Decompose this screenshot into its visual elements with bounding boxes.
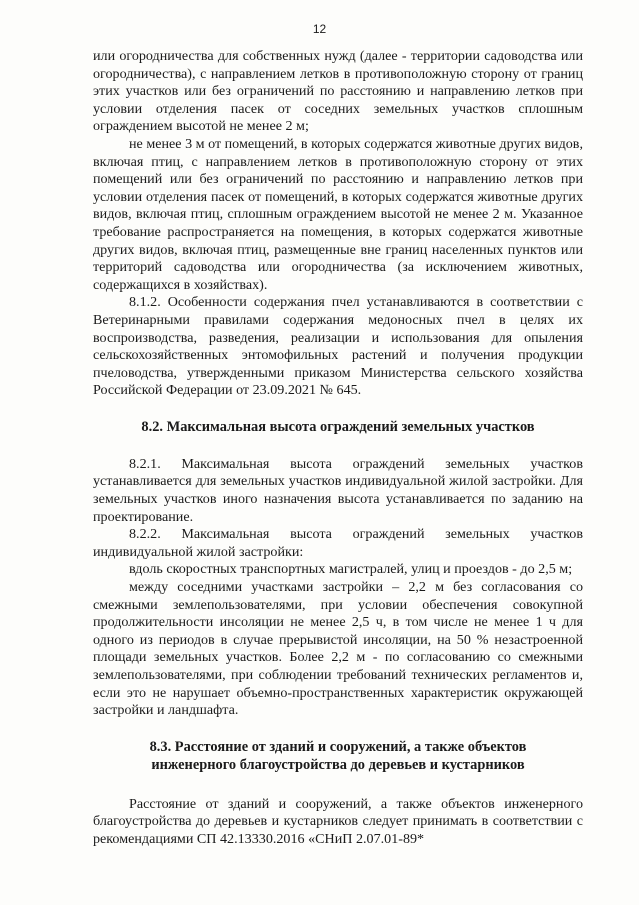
paragraph-continuation: или огородничества для собственных нужд (далее - территории садоводства или огородничества), с направлением летков в противоположную сторону от границ этих участков или без ограничений по расстоянию и направлению летков при условии отделения пасек от соседних земельных участков сплошным ограждением высотой не менее 2 м; <box>93 48 583 135</box>
paragraph-8-3-body: Расстояние от зданий и сооружений, а также объектов инженерного благоустройства до деревьев и кустарников следует принимать в соответствии с рекомендациями СП 42.13330.2016 «СНиП 2.07.01-89* <box>93 795 583 847</box>
section-heading-8-3-line1: 8.3. Расстояние от зданий и сооружений, а также объектов <box>149 738 527 755</box>
paragraph-8-1-2: 8.1.2. Особенности содержания пчел устанавливаются в соответствии с Ветеринарными правилами содержания медоносных пчел в целях их воспроизводства, разведения, реализации и использования для опыления сельскохозяйственных энтомофильных растений и получения продукции пчеловодства, утвержденными приказом Министерства сельского хозяйства Российской Федерации от 23.09.2021 № 645. <box>93 294 583 399</box>
paragraph-along-roads: вдоль скоростных транспортных магистралей, улиц и проездов - до 2,5 м; <box>129 561 573 578</box>
paragraph-8-2-1: 8.2.1. Максимальная высота ограждений земельных участков устанавливается для земельных участков индивидуальной жилой застройки. Для земельных участков иного назначения высота устанавливается по заданию на проектирование. <box>93 455 583 525</box>
paragraph-rooms-distance: не менее 3 м от помещений, в которых содержатся животные других видов, включая птиц, с направлением летков в противоположную сторону от этих помещений или без ограничений по расстоянию и направлению летков при условии отделения пасек от помещений, в которых содержатся животные других видов, включая птиц, сплошным ограждением высотой не менее 2 м. Указанное требование распространяется на помещения, в которых содержатся животные других видов, включая птиц, размещенные вне границ населенных пунктов или территорий садоводства или огородничества (за исключением животных, содержащихся в хозяйствах). <box>93 135 583 293</box>
document-body <box>93 48 583 849</box>
section-heading-8-2: 8.2. Максимальная высота ограждений земельных участков <box>141 418 535 435</box>
page-number: 12 <box>312 22 327 36</box>
paragraph-8-2-2: 8.2.2. Максимальная высота ограждений земельных участков индивидуальной жилой застройки: <box>93 526 583 560</box>
paragraph-between-plots: между соседними участками застройки – 2,2 м без согласования со смежными землепользователями, при условии обеспечения совокупной продолжительности инсоляции не менее 2,5 ч, в том числе не менее 1 ч для одного из периодов в случае прерывистой инсоляции, на 50 % незастроенной площади земельных участков. Более 2,2 м - по согласованию со смежными землепользователями, при соблюдении требований технических регламентов и, если это не нарушает объемно-пространственных характеристик окружающей застройки и ландшафта. <box>93 579 583 719</box>
section-heading-8-3-line2: инженерного благоустройства до деревьев и кустарников <box>151 756 525 773</box>
